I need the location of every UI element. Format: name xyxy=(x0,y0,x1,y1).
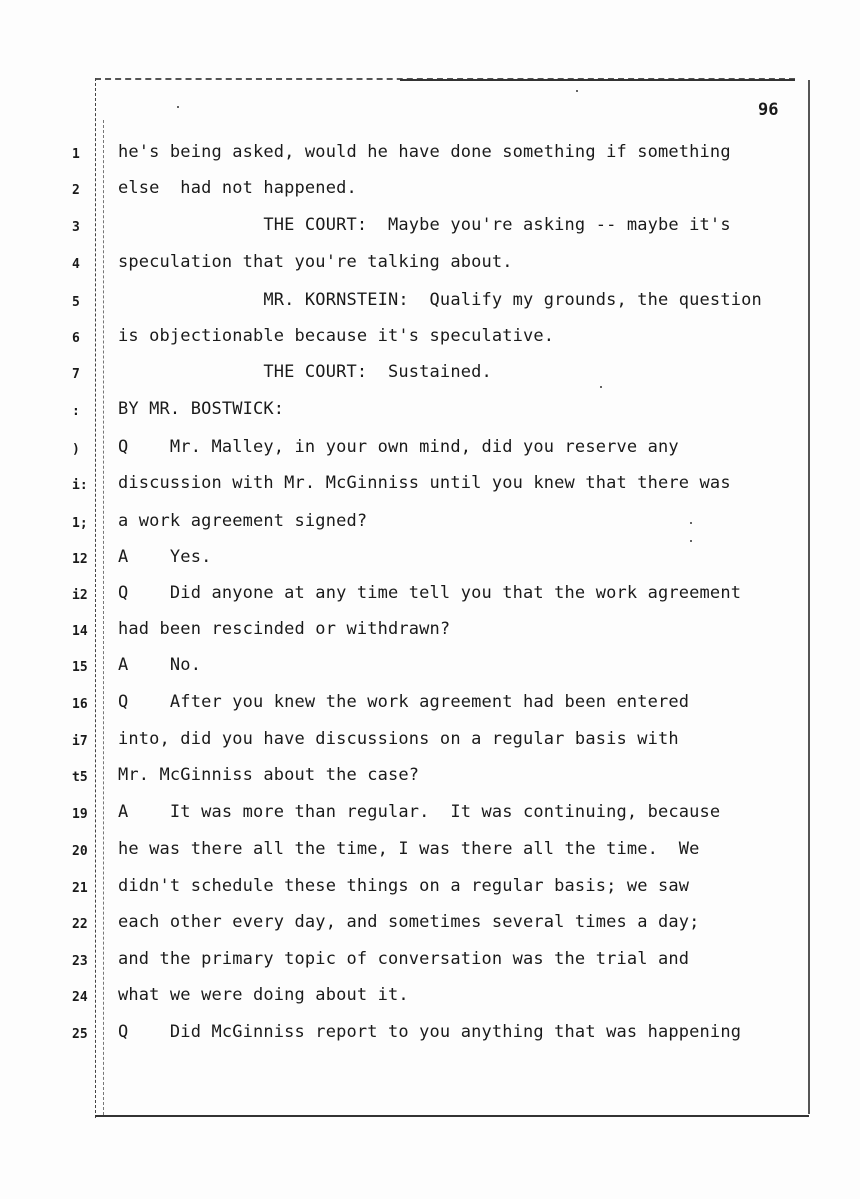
line-number: 23 xyxy=(72,954,88,969)
transcript-line xyxy=(0,655,860,685)
line-number: 22 xyxy=(72,917,88,932)
line-number: 1 xyxy=(72,147,80,162)
line-number: 14 xyxy=(72,624,88,639)
line-text: speculation that you're talking about. xyxy=(118,252,513,272)
transcript-line xyxy=(0,985,860,1015)
transcript-line xyxy=(0,399,860,429)
line-text: THE COURT: Sustained. xyxy=(118,362,492,382)
line-number: 5 xyxy=(72,295,80,310)
line-number: 6 xyxy=(72,331,80,346)
line-number: t5 xyxy=(72,770,88,785)
transcript-line xyxy=(0,142,860,172)
transcript-line xyxy=(0,729,860,759)
line-number: 21 xyxy=(72,881,88,896)
page-frame-bottom xyxy=(95,1115,809,1117)
transcript-line xyxy=(0,437,860,467)
transcript-line xyxy=(0,765,860,795)
transcript-line xyxy=(0,362,860,392)
transcript-line xyxy=(0,511,860,541)
transcript-line xyxy=(0,692,860,722)
line-number: 20 xyxy=(72,844,88,859)
line-number: 3 xyxy=(72,220,80,235)
line-text: what we were doing about it. xyxy=(118,985,409,1005)
transcript-line xyxy=(0,912,860,942)
transcript-line xyxy=(0,802,860,832)
transcript-line xyxy=(0,326,860,356)
line-number: 12 xyxy=(72,552,88,567)
line-text: each other every day, and sometimes several times a day; xyxy=(118,912,700,932)
line-text: Q Did anyone at any time tell you that the work agreement xyxy=(118,583,742,603)
transcript-line xyxy=(0,949,860,979)
line-number: i: xyxy=(72,478,88,493)
line-text: A No. xyxy=(118,655,202,675)
line-number: 16 xyxy=(72,697,88,712)
line-number: 4 xyxy=(72,257,80,272)
line-number: : xyxy=(72,404,80,419)
transcript-line xyxy=(0,178,860,208)
line-number: 2 xyxy=(72,183,80,198)
line-text: A It was more than regular. It was continuing, because xyxy=(118,802,721,822)
transcript-line xyxy=(0,619,860,649)
line-text: A Yes. xyxy=(118,547,212,567)
line-text: Q Mr. Malley, in your own mind, did you reserve any xyxy=(118,437,679,457)
line-number: i7 xyxy=(72,734,88,749)
scan-speck xyxy=(177,106,179,108)
line-text: into, did you have discussions on a regular basis with xyxy=(118,729,679,749)
transcript-line xyxy=(0,215,860,245)
line-text: and the primary topic of conversation was the trial and xyxy=(118,949,690,969)
line-text: Mr. McGinniss about the case? xyxy=(118,765,420,785)
page-number: 96 xyxy=(758,100,779,120)
line-number: 15 xyxy=(72,660,88,675)
transcript-line xyxy=(0,1022,860,1052)
line-text: a work agreement signed? xyxy=(118,511,368,531)
transcript-line xyxy=(0,839,860,869)
line-number: 25 xyxy=(72,1027,88,1042)
line-number: 7 xyxy=(72,367,80,382)
transcript-line xyxy=(0,876,860,906)
transcript-line xyxy=(0,547,860,577)
scan-speck xyxy=(576,90,578,92)
line-text: didn't schedule these things on a regular basis; we saw xyxy=(118,876,690,896)
line-text: BY MR. BOSTWICK: xyxy=(118,399,285,419)
transcript-line xyxy=(0,290,860,320)
line-text: else had not happened. xyxy=(118,178,357,198)
line-number: 1; xyxy=(72,516,88,531)
transcript-line xyxy=(0,473,860,503)
line-text: Q After you knew the work agreement had been entered xyxy=(118,692,690,712)
line-text: he's being asked, would he have done something if something xyxy=(118,142,731,162)
line-text: is objectionable because it's speculative. xyxy=(118,326,555,346)
line-number: i2 xyxy=(72,588,88,603)
line-text: Q Did McGinniss report to you anything that was happening xyxy=(118,1022,742,1042)
line-text: discussion with Mr. McGinniss until you knew that there was xyxy=(118,473,731,493)
line-number: ) xyxy=(72,442,80,457)
line-number: 24 xyxy=(72,990,88,1005)
transcript-line xyxy=(0,583,860,613)
line-text: had been rescinded or withdrawn? xyxy=(118,619,451,639)
page-frame-top-solid xyxy=(400,79,795,81)
line-text: THE COURT: Maybe you're asking -- maybe it's xyxy=(118,215,731,235)
transcript-line xyxy=(0,252,860,282)
line-text: MR. KORNSTEIN: Qualify my grounds, the question xyxy=(118,290,762,310)
line-number: 19 xyxy=(72,807,88,822)
line-text: he was there all the time, I was there all the time. We xyxy=(118,839,700,859)
